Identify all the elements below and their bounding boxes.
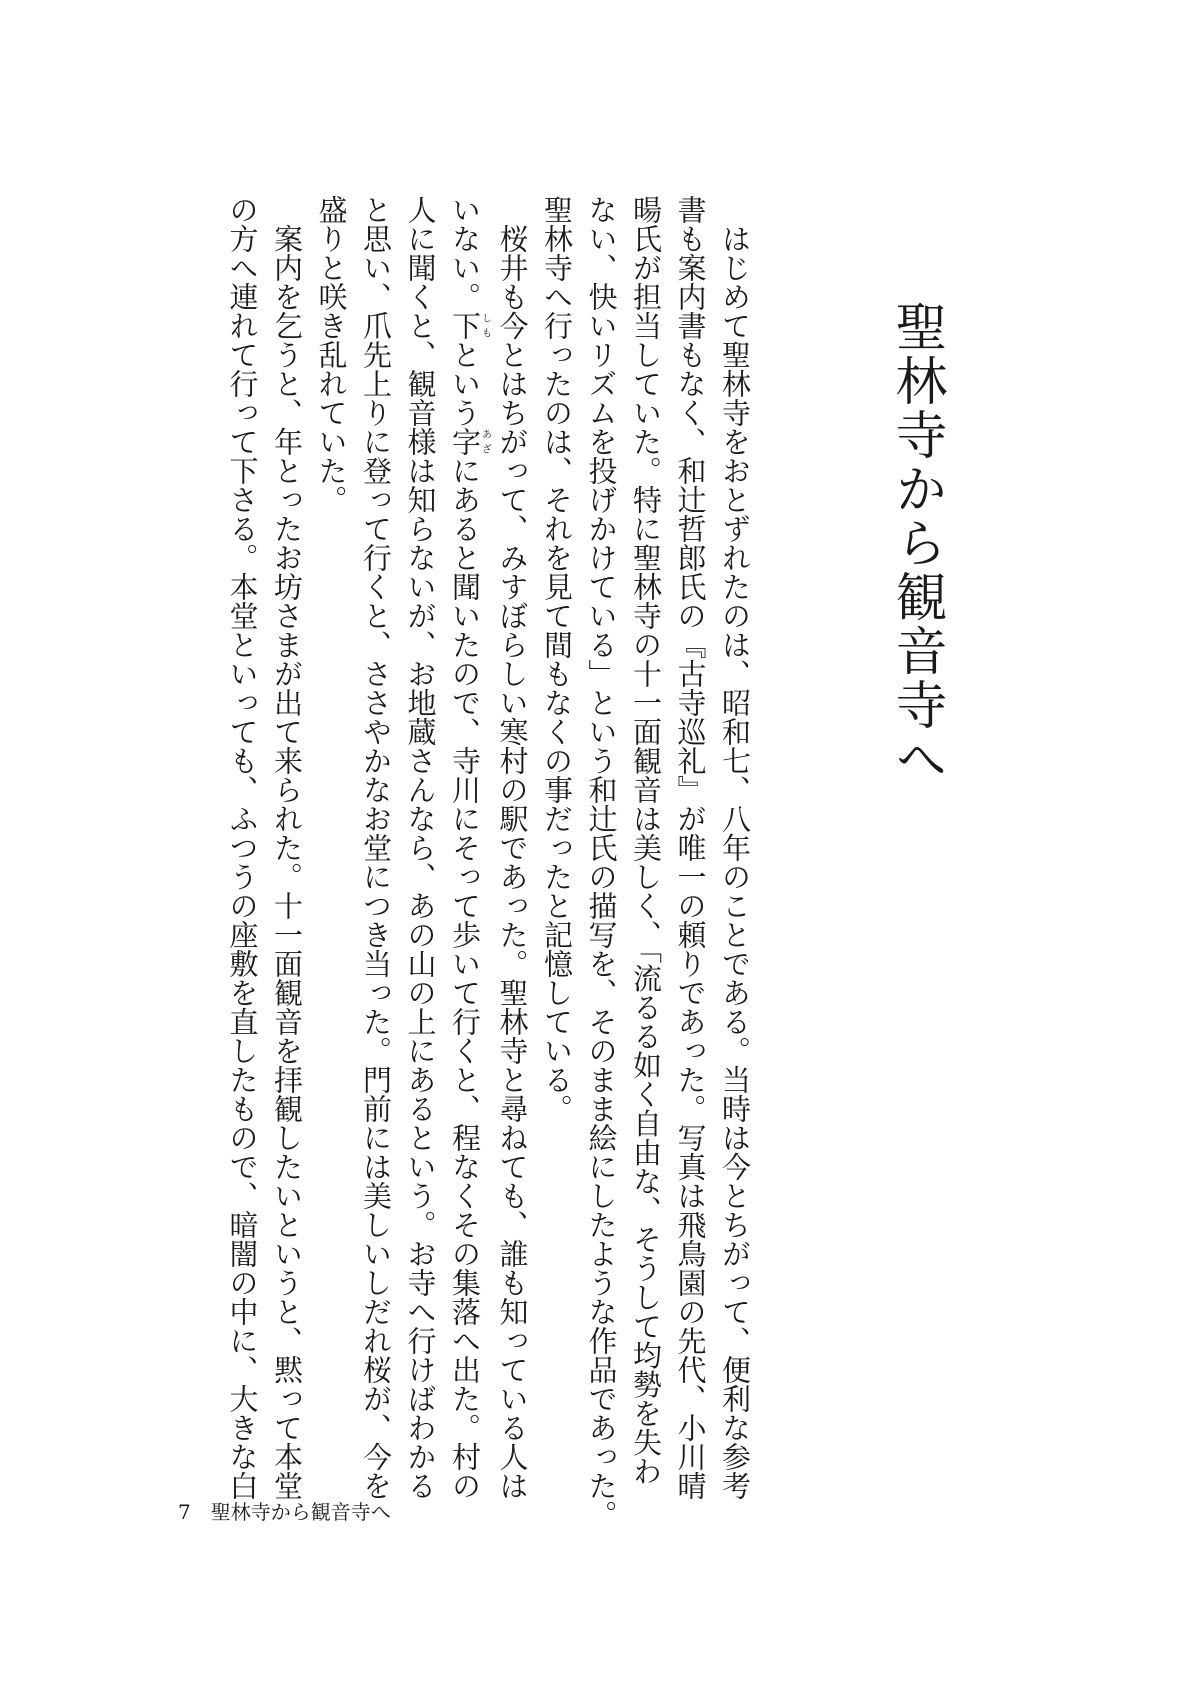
ruby-base: 下 bbox=[448, 311, 482, 340]
text-column: 人に聞くと、観音様は知らないが、お地蔵さんなら、あの山の上にあるという。お寺へ行けばわかる bbox=[403, 195, 438, 1500]
running-title: 聖林寺から観音寺へ bbox=[210, 1500, 391, 1524]
text-column: と思い、爪先上りに登って行くと、ささやかなお堂につき当った。門前には美しいしだれ桜が、今を bbox=[359, 195, 393, 1500]
text-segment: にあると聞いたので、寺川にそって歩いて行くと、程なくその集落へ出た。村の bbox=[448, 456, 482, 1500]
text-column: の方へ連れて行って下さる。本堂といっても、ふつうの座敷を直したもので、暗闇の中に、大きな白 bbox=[225, 195, 260, 1500]
ruby-base: 字 bbox=[448, 427, 482, 456]
text-column: 書も案内書もなく、和辻哲郎氏の『古寺巡礼』が唯一の頼りであった。写真は飛鳥園の先代、小川晴 bbox=[673, 195, 708, 1500]
ruby-reading: しも bbox=[479, 311, 491, 340]
page-number: 7 bbox=[178, 1500, 191, 1524]
text-column: ない、快いリズムを投げかけている」という和辻氏の描写を、そのまま絵にしたような作品であった。 bbox=[584, 195, 619, 1529]
text-column: はじめて聖林寺をおとずれたのは、昭和七、八年のことである。当時は今とちがって、便利な参考 bbox=[718, 224, 752, 1500]
text-column: 聖林寺へ行ったのは、それを見て間もなくの事だったと記憶している。 bbox=[540, 195, 574, 1123]
chapter-title: 聖林寺から観音寺へ bbox=[886, 300, 946, 786]
text-column: 案内を乞うと、年とったお坊さまが出て来られた。十一面観音を拝観したいというと、黙って本堂 bbox=[270, 224, 304, 1500]
ruby-annotation bbox=[448, 311, 491, 340]
text-column: 暘氏が担当していた。特に聖林寺の十一面観音は美しく、「流るる如く自由な、そうして均勢を失わ bbox=[629, 195, 663, 1486]
ruby-annotation bbox=[448, 427, 491, 456]
text-column: 桜井も今とはちがって、みすぼらしい寒村の駅であった。聖林寺と尋ねても、誰も知っている人は bbox=[495, 224, 530, 1500]
ruby-reading: あざ bbox=[479, 427, 491, 456]
text-segment: という bbox=[448, 340, 482, 427]
text-segment: いない。 bbox=[448, 195, 482, 311]
page-footer bbox=[178, 1502, 391, 1522]
text-column: 盛りと咲き乱れていた。 bbox=[314, 195, 349, 514]
text-column-with-ruby bbox=[443, 195, 491, 1500]
